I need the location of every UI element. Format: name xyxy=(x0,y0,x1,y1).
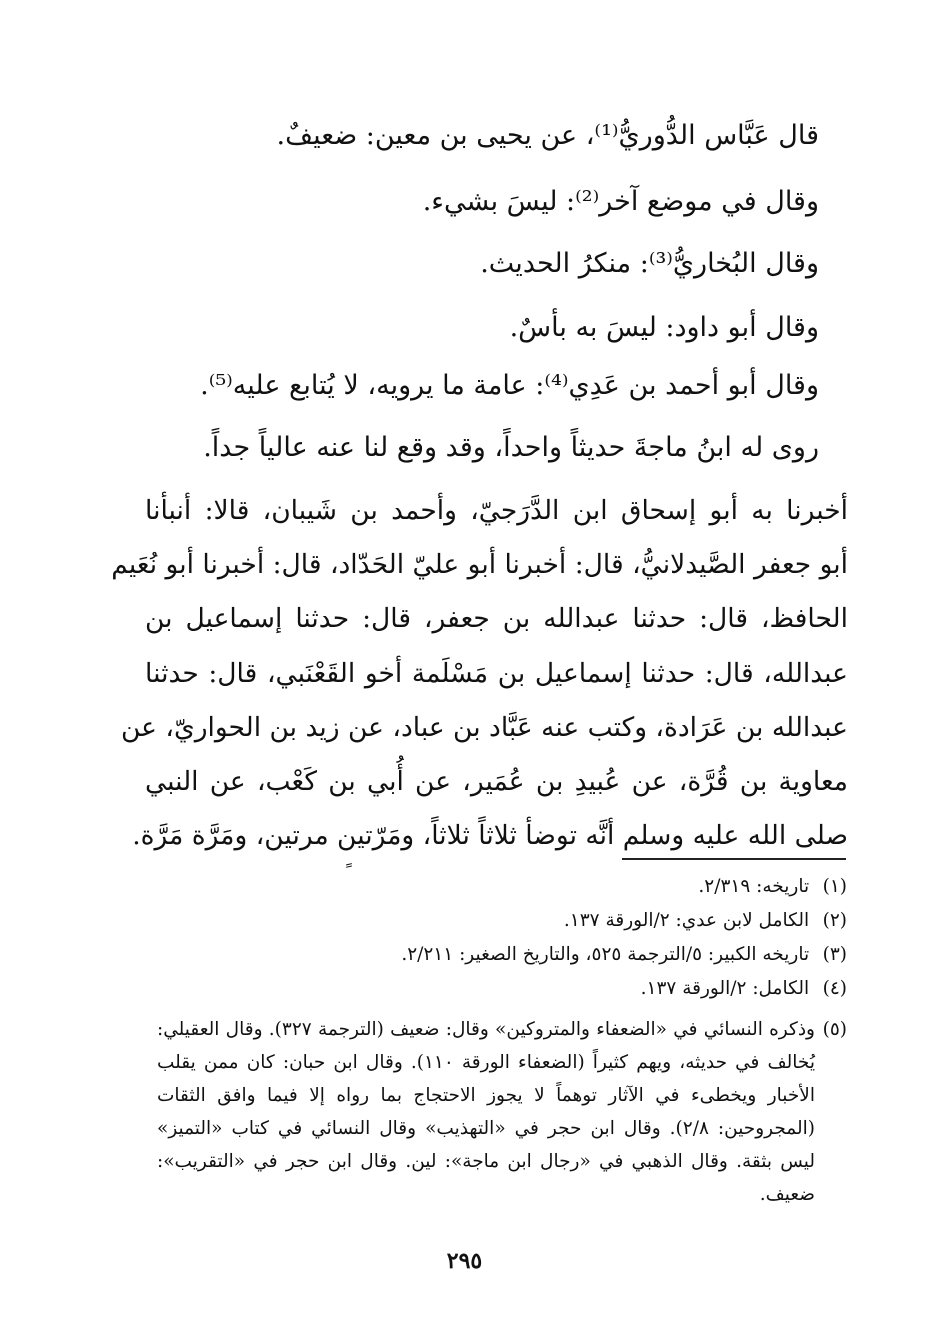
footnote-number: (٤) xyxy=(822,978,847,999)
footnote-number: (٣) xyxy=(822,944,847,965)
opinion-line-bukhari: وقال البُخاريُّ⁽³⁾: منكرُ الحديث. xyxy=(480,248,819,279)
footnote-5-line: ليس بثقة. وقال الذهبي في «رجال ابن ماجة»: لين. وقال ابن حجر في «التقريب»: xyxy=(157,1151,815,1172)
footnote-5-line: ضعيف. xyxy=(759,1184,815,1205)
footnote-3 xyxy=(162,944,847,965)
footnote-5-line: الأخبار ويخطىء في الآثار توهماً لا يجوز الاحتجاج بما رواه إلا فيما وافق الثقات xyxy=(157,1085,815,1106)
isnad-line: أبو جعفر الصَّيدلانيُّ، قال: أخبرنا أبو عليّ الحَدّاد، قال: أخبرنا أبو نُعَيم xyxy=(111,549,848,581)
opinion-line-ibn-adi: وقال أبو أحمد بن عَدِي⁽⁴⁾: عامة ما يرويه، لا يُتابع عليه⁽⁵⁾. xyxy=(200,370,819,401)
footnote-text: الكامل لابن عدي: ٢/الورقة ١٣٧. xyxy=(563,910,810,931)
footnote-number: (١) xyxy=(822,876,847,897)
footnote-4 xyxy=(162,978,847,999)
isnad-line: عبدالله، قال: حدثنا إسماعيل بن مَسْلَمة أخو القَعْنَبي، قال: حدثنا xyxy=(145,657,848,689)
isnad-line: أخبرنا به أبو إسحاق ابن الدَّرَجيّ، وأحمد بن شَيبان، قالا: أنبأنا xyxy=(145,495,848,526)
footnote-1 xyxy=(162,876,847,897)
footnote-text: وذكره النسائي في «الضعفاء والمتروكين» وقال: ضعيف (الترجمة ٣٢٧). وقال العقيلي: xyxy=(157,1019,815,1040)
opinion-line-other-place: وقال في موضع آخر⁽²⁾: ليسَ بشيء. xyxy=(422,186,819,217)
footnote-number: (٥) xyxy=(822,1019,847,1040)
footnote-5-line: يُخالف في حديثه، ويهم كثيراً (الضعفاء الورقة ١١٠). وقال ابن حبان: كان ممن يقلب xyxy=(157,1052,816,1073)
footnote-text: تاريخه: ٢/٣١٩. xyxy=(698,876,810,897)
isnad-line: معاوية بن قُرَّة، عن عُبيدِ بن عُمَير، عن أُبي بن كَعْب، عن النبي xyxy=(145,766,848,798)
footnote-2 xyxy=(162,910,847,931)
page-number: ٢٩٥ xyxy=(446,1248,483,1274)
isnad-paragraph xyxy=(111,484,848,863)
opinion-line-ibn-majah: روى له ابنُ ماجةَ حديثاً واحداً، وقد وقع لنا عنه عالياً جداً. xyxy=(203,432,819,463)
opinion-line-abbas: قال عَبَّاس الدُّوريُّ⁽¹⁾، عن يحيى بن معين: ضعيفٌ. xyxy=(276,120,819,151)
footnote-text: الكامل: ٢/الورقة ١٣٧. xyxy=(640,978,810,999)
footnote-5-line xyxy=(157,1013,847,1046)
footnote-5-line: (المجروحين: ٢/٨). وقال ابن حجر في «التهذيب» وقال النسائي في كتاب «التميز» xyxy=(157,1118,815,1139)
isnad-line: عبدالله بن عَرَادة، وكتب عنه عَبَّاد بن عباد، عن زيد بن الحواريّ، عن xyxy=(120,711,848,743)
isnad-line: الحافظ، قال: حدثنا عبدالله بن جعفر، قال: حدثنا إسماعيل بن xyxy=(145,603,848,635)
isnad-line: صلى الله عليه وسلم أنَّه توضأ ثلاثاً ثلاثاً، ومَرّتين مرتين، ومَرَّة مَرَّة. xyxy=(132,820,848,852)
footnote-text: تاريخه الكبير: ٥/الترجمة ٥٢٥، والتاريخ الصغير: ٢/٢١١. xyxy=(401,944,810,965)
footnote-number: (٢) xyxy=(822,910,847,931)
footnote-5 xyxy=(157,1013,847,1211)
opinion-line-abu-dawud: وقال أبو داود: ليسَ به بأسٌ. xyxy=(509,312,819,343)
footnote-separator xyxy=(622,858,846,860)
